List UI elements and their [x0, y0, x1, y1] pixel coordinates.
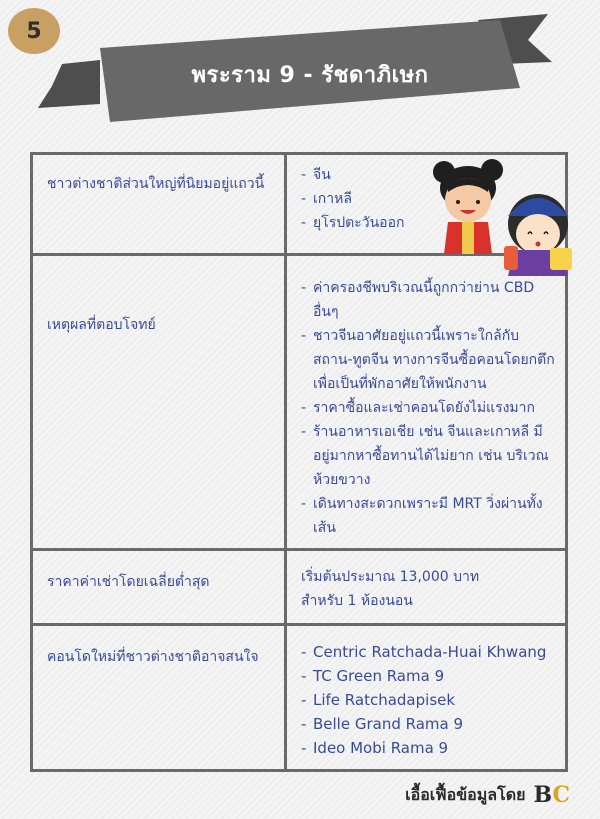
list-item: - ยุโรปตะวันออก — [301, 211, 555, 235]
price-line: เริ่มต้นประมาณ 13,000 บาท — [301, 569, 480, 585]
list-item: - Belle Grand Rama 9 — [301, 712, 555, 736]
list-item: - จีน — [301, 163, 555, 187]
bc-logo: BC — [533, 782, 570, 808]
row-label: คอนโดใหม่ที่ชาวต่างชาติอาจสนใจ — [33, 626, 287, 769]
list-item: - ค่าครองชีพบริเวณนี้ถูกกว่าย่าน CBD อื่นๆ — [301, 276, 555, 324]
table-row — [33, 548, 565, 626]
list-item: - Life Ratchadapisek — [301, 688, 555, 712]
table-row — [33, 623, 565, 769]
list-item: - เดินทางสะดวกเพราะมี MRT วิ่งผ่านทั้งเส้น — [301, 492, 555, 540]
row-label: ราคาค่าเช่าโดยเฉลี่ยต่ำสุด — [33, 551, 287, 626]
row-label: ชาวต่างชาติส่วนใหญ่ที่นิยมอยู่แถวนี้ — [33, 155, 287, 256]
footer-credit — [405, 782, 570, 808]
row-value — [287, 551, 565, 626]
list-item: - ชาวจีนอาศัยอยู่แถวนี้เพราะใกล้กับสถาน-ทูตจีน ทางการจีนซื้อคอนโดยกตึกเพื่อเป็นที่พักอาศัยให้พนักงาน — [301, 324, 555, 396]
list-item: - เกาหลี — [301, 187, 555, 211]
row-value — [287, 626, 565, 769]
row-value — [287, 256, 565, 551]
section-number: 5 — [26, 18, 42, 44]
list-item: - Ideo Mobi Rama 9 — [301, 736, 555, 760]
list-item: - TC Green Rama 9 — [301, 664, 555, 688]
credit-text: เอื้อเฟื้อข้อมูลโดย — [405, 784, 526, 804]
cartoon-characters-illustration — [430, 158, 580, 278]
list-item: - Centric Ratchada-Huai Khwang — [301, 640, 555, 664]
condo-list — [301, 640, 555, 760]
price-line: สำหรับ 1 ห้องนอน — [301, 593, 413, 609]
reasons-list — [301, 276, 555, 540]
row-label: เหตุผลที่ตอบโจทย์ — [33, 256, 287, 551]
page-title: พระราม 9 - รัชดาภิเษก — [191, 62, 429, 88]
list-item: - ร้านอาหารเอเชีย เช่น จีนและเกาหลี มีอยู่มากหาซื้อทานได้ไม่ยาก เช่น บริเวณห้วยขวาง — [301, 420, 555, 492]
list-item: - ราคาซื้อและเช่าคอนโดยังไม่แรงมาก — [301, 396, 555, 420]
table-row — [33, 253, 565, 551]
